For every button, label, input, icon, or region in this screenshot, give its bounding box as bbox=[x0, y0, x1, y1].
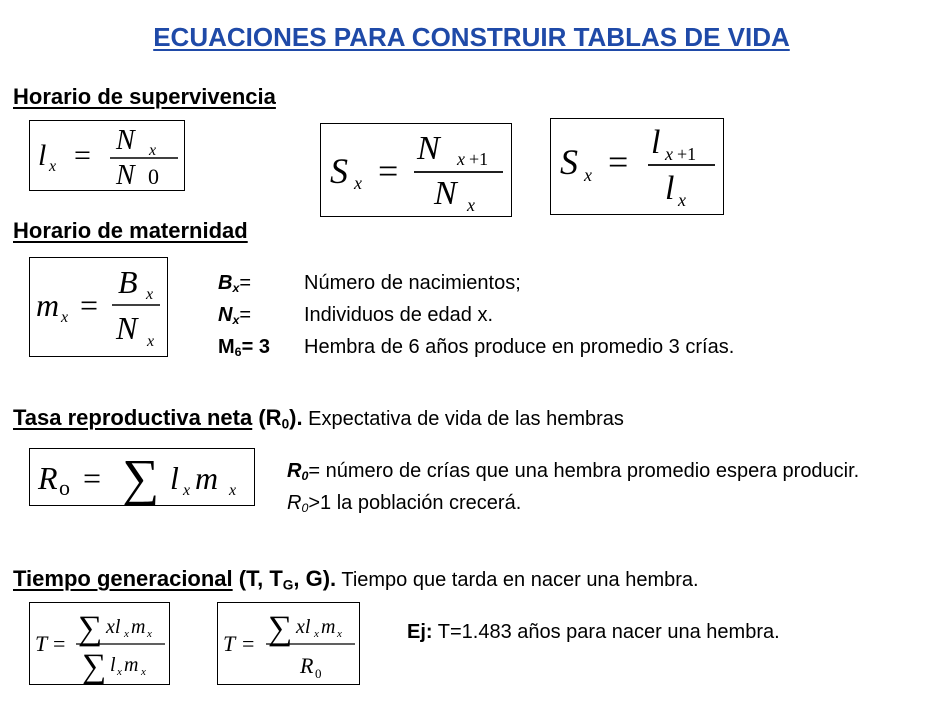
svg-text:x: x bbox=[117, 666, 122, 678]
svg-text:N: N bbox=[417, 130, 440, 167]
svg-text:∑: ∑ bbox=[82, 648, 107, 685]
svg-text:∑: ∑ bbox=[268, 610, 293, 647]
svg-text:x: x bbox=[147, 333, 155, 350]
svg-text:N: N bbox=[434, 175, 457, 212]
svg-text:l: l bbox=[170, 460, 179, 496]
svg-text:S: S bbox=[560, 142, 578, 182]
svg-text:T: T bbox=[35, 631, 48, 656]
generation-symbol: (T, $T_G$, G). bbox=[232, 566, 337, 593]
definition-row bbox=[218, 334, 734, 366]
svg-text:o: o bbox=[59, 475, 70, 500]
net-rate-notes bbox=[287, 458, 859, 522]
svg-text:x: x bbox=[354, 173, 362, 193]
svg-text:=: = bbox=[378, 151, 399, 191]
svg-text:m: m bbox=[195, 460, 219, 496]
svg-text:l: l bbox=[38, 139, 47, 172]
svg-text:x: x bbox=[146, 286, 154, 303]
maternity-definitions bbox=[218, 270, 734, 366]
svg-text:+1: +1 bbox=[677, 144, 697, 164]
equation-t-r0 bbox=[217, 602, 360, 685]
equation-sx-n bbox=[320, 123, 512, 217]
svg-text:=: = bbox=[53, 631, 66, 656]
net-rate-note: $R_0>1$ la población crecerá. bbox=[287, 492, 522, 516]
svg-text:x: x bbox=[61, 309, 69, 326]
equation-r0 bbox=[29, 448, 255, 506]
svg-text:+1: +1 bbox=[469, 149, 489, 169]
svg-text:N: N bbox=[116, 310, 138, 346]
net-rate-symbol: $(R_0)$. bbox=[252, 405, 303, 432]
svg-text:=: = bbox=[608, 142, 629, 182]
svg-text:l: l bbox=[110, 654, 116, 676]
svg-text:xl: xl bbox=[296, 616, 311, 638]
svg-text:=: = bbox=[80, 287, 99, 323]
svg-text:m: m bbox=[131, 616, 146, 638]
svg-text:x: x bbox=[183, 482, 191, 499]
definition-symbol: $N_x=$ bbox=[218, 304, 252, 328]
definition-symbol: $B_x=$ bbox=[218, 272, 252, 296]
svg-text:T: T bbox=[223, 631, 236, 656]
svg-text:x: x bbox=[149, 142, 157, 159]
svg-text:x: x bbox=[314, 628, 319, 640]
generation-heading: Tiempo generacional bbox=[13, 566, 233, 591]
svg-text:x: x bbox=[337, 628, 342, 640]
example-text: T=1.483 años para nacer una hembra. bbox=[432, 621, 780, 643]
definition-row bbox=[218, 270, 734, 302]
svg-text:0: 0 bbox=[148, 164, 159, 189]
svg-text:xl: xl bbox=[106, 616, 121, 638]
svg-text:m: m bbox=[36, 287, 60, 323]
svg-text:x: x bbox=[457, 149, 465, 169]
net-rate-heading: Tasa reproductiva neta bbox=[13, 405, 253, 430]
svg-text:S: S bbox=[330, 151, 348, 191]
svg-text:x: x bbox=[49, 158, 57, 175]
definition-text: Número de nacimientos; bbox=[304, 272, 521, 294]
svg-text:x: x bbox=[229, 482, 237, 499]
page-title: ECUACIONES PARA CONSTRUIR TABLAS DE VIDA bbox=[153, 22, 790, 52]
equation-mx bbox=[29, 257, 168, 357]
svg-text:R: R bbox=[38, 460, 58, 496]
svg-text:m: m bbox=[321, 616, 336, 638]
example-label: Ej: bbox=[407, 621, 433, 643]
svg-text:x: x bbox=[124, 628, 129, 640]
svg-text:∑: ∑ bbox=[122, 450, 160, 507]
svg-text:N: N bbox=[116, 160, 135, 191]
generation-line bbox=[13, 566, 699, 592]
svg-text:l: l bbox=[651, 124, 661, 161]
definition-text: Hembra de 6 años produce en promedio 3 crías. bbox=[304, 336, 735, 359]
svg-text:0: 0 bbox=[315, 666, 322, 681]
svg-text:x: x bbox=[141, 666, 146, 678]
definition-text: Individuos de edad x. bbox=[304, 304, 494, 327]
net-rate-description: Expectativa de vida de las hembras bbox=[302, 408, 624, 430]
generation-description: Tiempo que tarda en nacer una hembra. bbox=[336, 569, 699, 591]
net-rate-line bbox=[13, 405, 624, 431]
svg-text:=: = bbox=[74, 139, 91, 172]
equation-lx bbox=[29, 120, 185, 191]
svg-text:l: l bbox=[665, 170, 675, 207]
definition-symbol: $M_6= 3$ bbox=[218, 336, 270, 360]
svg-text:=: = bbox=[242, 631, 255, 656]
svg-text:=: = bbox=[83, 460, 102, 496]
svg-text:x: x bbox=[665, 144, 673, 164]
svg-text:x: x bbox=[584, 165, 592, 185]
generation-example bbox=[407, 621, 780, 644]
survival-heading: Horario de supervivencia bbox=[13, 84, 276, 109]
equation-sx-l bbox=[550, 118, 724, 215]
svg-text:m: m bbox=[124, 654, 139, 676]
definition-row bbox=[218, 302, 734, 334]
svg-text:x: x bbox=[678, 190, 686, 210]
svg-text:R: R bbox=[300, 653, 314, 678]
svg-text:∑: ∑ bbox=[78, 610, 103, 647]
svg-text:B: B bbox=[118, 264, 138, 300]
equation-t-ratio bbox=[29, 602, 170, 685]
svg-text:x: x bbox=[467, 195, 475, 215]
net-rate-note: $R_0=$ número de crías que una hembra promedio espera producir. bbox=[287, 460, 860, 484]
maternity-heading: Horario de maternidad bbox=[13, 218, 248, 243]
svg-text:N: N bbox=[116, 125, 135, 156]
svg-text:x: x bbox=[147, 628, 152, 640]
